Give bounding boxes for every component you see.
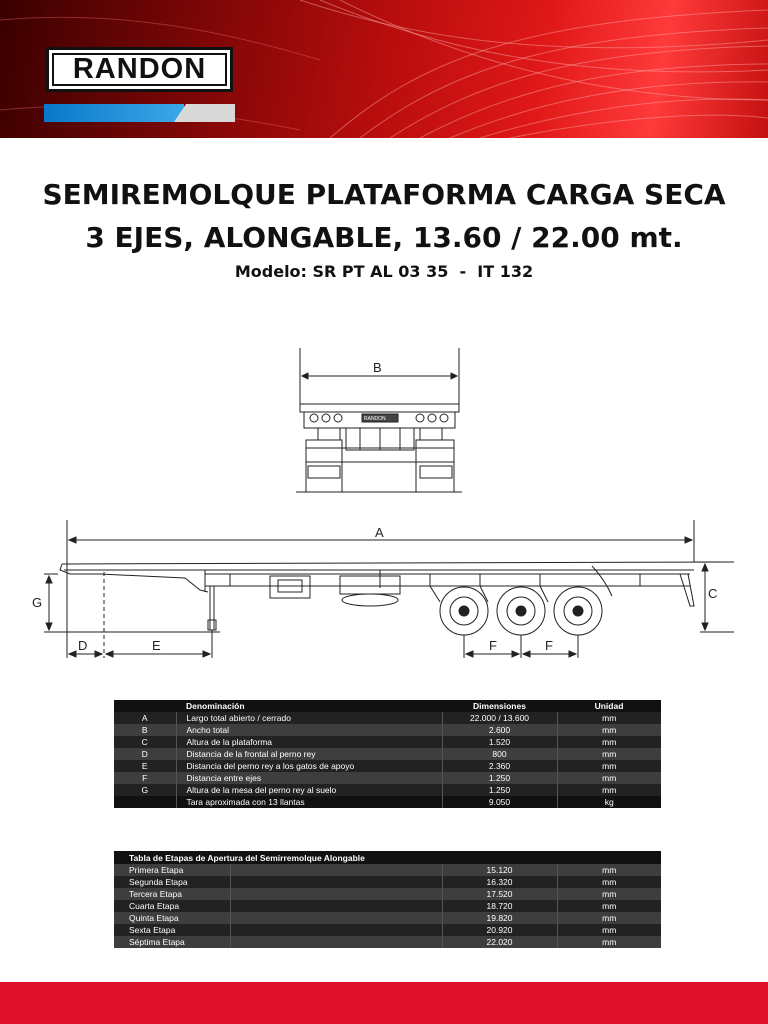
- spec-unit: mm: [557, 772, 661, 784]
- stage-name: Quinta Etapa: [114, 912, 230, 924]
- footer-bar: [0, 982, 768, 1024]
- stage-value: 20.920: [442, 924, 557, 936]
- spec-value: 2.600: [442, 724, 557, 736]
- spec-code: G: [114, 784, 176, 796]
- stage-value: 15.120: [442, 864, 557, 876]
- stage-unit: mm: [557, 912, 661, 924]
- spec-value: 9.050: [442, 796, 557, 808]
- stage-unit: mm: [557, 936, 661, 948]
- stage-row: [114, 888, 661, 900]
- stage-spacer: [230, 912, 442, 924]
- spec-name: Altura de la plataforma: [176, 736, 442, 748]
- spec-row: [114, 796, 661, 808]
- stages-title: Tabla de Etapas de Apertura del Semirremolque Alongable: [114, 851, 661, 864]
- spec-row: [114, 772, 661, 784]
- stage-row: [114, 912, 661, 924]
- spec-row: [114, 712, 661, 724]
- stage-name: Tercera Etapa: [114, 888, 230, 900]
- spec-value: 800: [442, 748, 557, 760]
- stage-unit: mm: [557, 924, 661, 936]
- spec-unit: mm: [557, 760, 661, 772]
- spec-unit: mm: [557, 712, 661, 724]
- stage-row: [114, 900, 661, 912]
- spec-code: D: [114, 748, 176, 760]
- stage-value: 18.720: [442, 900, 557, 912]
- spec-value: 1.250: [442, 784, 557, 796]
- spec-row: [114, 784, 661, 796]
- stage-spacer: [230, 900, 442, 912]
- dim-label-f2: F: [545, 638, 553, 653]
- spec-name: Distancia del perno rey a los gatos de apoyo: [176, 760, 442, 772]
- spec-header-name: Denominación: [176, 700, 442, 712]
- stage-unit: mm: [557, 900, 661, 912]
- dim-label-c: C: [708, 586, 718, 601]
- stage-name: Séptima Etapa: [114, 936, 230, 948]
- title-line-1: SEMIREMOLQUE PLATAFORMA CARGA SECA: [42, 178, 726, 211]
- dim-label-e: E: [152, 638, 161, 653]
- stage-value: 17.520: [442, 888, 557, 900]
- spec-row: [114, 760, 661, 772]
- spec-code: A: [114, 712, 176, 724]
- title-line-2: 3 EJES, ALONGABLE, 13.60 / 22.00 mt.: [85, 221, 683, 254]
- spec-header-code: [114, 700, 176, 712]
- rear-plate-text: RANDON: [364, 416, 386, 422]
- model-subtitle: Modelo: SR PT AL 03 35 - IT 132: [234, 262, 534, 281]
- dim-label-b: B: [373, 360, 382, 375]
- stage-spacer: [230, 888, 442, 900]
- spec-value: 1.520: [442, 736, 557, 748]
- stage-value: 22.020: [442, 936, 557, 948]
- header-banner: [0, 0, 768, 138]
- spec-header-unit: Unidad: [557, 700, 661, 712]
- spec-name: Tara aproximada con 13 llantas: [176, 796, 442, 808]
- spec-unit: kg: [557, 796, 661, 808]
- stage-unit: mm: [557, 888, 661, 900]
- stage-name: Sexta Etapa: [114, 924, 230, 936]
- spec-row: [114, 724, 661, 736]
- stage-name: Primera Etapa: [114, 864, 230, 876]
- spec-unit: mm: [557, 736, 661, 748]
- stage-spacer: [230, 924, 442, 936]
- spec-value: 1.250: [442, 772, 557, 784]
- stage-value: 16.320: [442, 876, 557, 888]
- spec-header-value: Dimensiones: [442, 700, 557, 712]
- spec-unit: mm: [557, 748, 661, 760]
- spec-code: [114, 796, 176, 808]
- spec-value: 22.000 / 13.600: [442, 712, 557, 724]
- randon-logo: [46, 47, 233, 92]
- stage-spacer: [230, 876, 442, 888]
- spec-code: B: [114, 724, 176, 736]
- spec-name: Ancho total: [176, 724, 442, 736]
- spec-name: Largo total abierto / cerrado: [176, 712, 442, 724]
- dim-label-f1: F: [489, 638, 497, 653]
- spec-code: E: [114, 760, 176, 772]
- spec-row: [114, 748, 661, 760]
- spec-name: Distancia entre ejes: [176, 772, 442, 784]
- stage-spacer: [230, 936, 442, 948]
- technical-drawing: [0, 340, 768, 670]
- stages-table: [114, 851, 661, 948]
- spec-unit: mm: [557, 724, 661, 736]
- stage-row: [114, 936, 661, 948]
- spec-header-row: [114, 700, 661, 712]
- spec-name: Distancia de la frontal al perno rey: [176, 748, 442, 760]
- spec-name: Altura de la mesa del perno rey al suelo: [176, 784, 442, 796]
- spec-row: [114, 736, 661, 748]
- spec-table: [114, 700, 661, 808]
- side-view: [60, 562, 734, 635]
- logo-text: RANDON: [72, 53, 207, 85]
- dim-label-a: A: [375, 525, 384, 540]
- dim-label-g: G: [32, 595, 43, 610]
- stage-name: Segunda Etapa: [114, 876, 230, 888]
- stage-row: [114, 924, 661, 936]
- stage-unit: mm: [557, 876, 661, 888]
- stage-spacer: [230, 864, 442, 876]
- stages-header-row: [114, 851, 661, 864]
- stage-name: Cuarta Etapa: [114, 900, 230, 912]
- stage-row: [114, 864, 661, 876]
- spec-code: C: [114, 736, 176, 748]
- stage-unit: mm: [557, 864, 661, 876]
- spec-value: 2.360: [442, 760, 557, 772]
- dim-label-d: D: [78, 638, 88, 653]
- logo-stripe: [44, 104, 235, 122]
- stage-row: [114, 876, 661, 888]
- stage-value: 19.820: [442, 912, 557, 924]
- spec-unit: mm: [557, 784, 661, 796]
- spec-code: F: [114, 772, 176, 784]
